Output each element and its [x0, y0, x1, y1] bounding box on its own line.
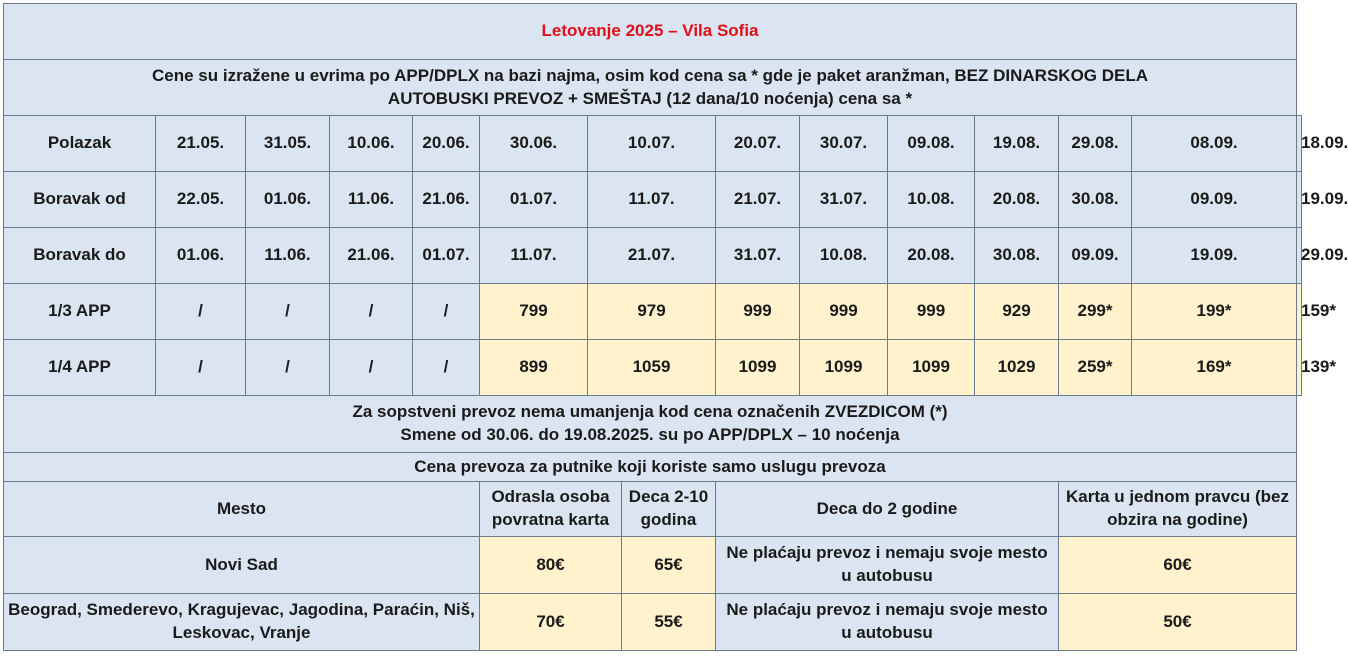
- cell: 10.07.: [588, 116, 716, 172]
- price-cell: 999: [888, 284, 975, 340]
- header-mesto: Mesto: [4, 482, 480, 537]
- price-cell: 899: [480, 340, 588, 396]
- cell: 11.06.: [330, 172, 413, 228]
- cell: 20.07.: [716, 116, 800, 172]
- price-list: [3, 3, 1348, 651]
- price-note: [4, 60, 1297, 116]
- cell: 01.07.: [413, 228, 480, 284]
- cell: 20.08.: [975, 172, 1059, 228]
- cell: 01.06.: [156, 228, 246, 284]
- cell: 21.06.: [413, 172, 480, 228]
- cell: /: [413, 340, 480, 396]
- cell: 10.06.: [330, 116, 413, 172]
- row-label: 1/3 APP: [4, 284, 156, 340]
- price-cell: 80€: [480, 537, 622, 594]
- cell: 19.08.: [975, 116, 1059, 172]
- price-cell: 259*: [1059, 340, 1132, 396]
- row-boravak-od: [4, 172, 1302, 228]
- cell: 11.07.: [480, 228, 588, 284]
- price-cell: 199*: [1132, 284, 1297, 340]
- price-cell: 1029: [975, 340, 1059, 396]
- header-odrasla: Odrasla osoba povratna karta: [480, 482, 622, 537]
- mesto-cell: Beograd, Smederevo, Kragujevac, Jagodina, Paraćin, Niš, Leskovac, Vranje: [4, 594, 480, 651]
- cell: 21.07.: [588, 228, 716, 284]
- header-deca-do-2: Deca do 2 godine: [716, 482, 1059, 537]
- cell: 09.09.: [1059, 228, 1132, 284]
- price-cell: 799: [480, 284, 588, 340]
- price-cell: 979: [588, 284, 716, 340]
- price-note-line-2: AUTOBUSKI PREVOZ + SMEŠTAJ (12 dana/10 noćenja) cena sa *: [387, 88, 913, 108]
- info-cell: Ne plaćaju prevoz i nemaju svoje mesto u autobusu: [716, 537, 1059, 594]
- cell: 19.09.: [1132, 228, 1297, 284]
- cell: 19.09.: [1297, 172, 1302, 228]
- cell: 29.08.: [1059, 116, 1132, 172]
- price-cell: 929: [975, 284, 1059, 340]
- cell: 20.08.: [888, 228, 975, 284]
- row-label: Boravak od: [4, 172, 156, 228]
- cell: 30.07.: [800, 116, 888, 172]
- price-cell: 999: [716, 284, 800, 340]
- cell: 10.08.: [800, 228, 888, 284]
- price-cell: 1099: [888, 340, 975, 396]
- price-cell: 1059: [588, 340, 716, 396]
- cell: /: [330, 284, 413, 340]
- price-cell: 1099: [716, 340, 800, 396]
- price-cell: 60€: [1059, 537, 1297, 594]
- price-cell: 70€: [480, 594, 622, 651]
- cell: 30.08.: [1059, 172, 1132, 228]
- cell: 21.06.: [330, 228, 413, 284]
- cell: 09.08.: [888, 116, 975, 172]
- price-cell: 50€: [1059, 594, 1297, 651]
- cell: 31.05.: [246, 116, 330, 172]
- transport-note: [4, 396, 1297, 453]
- cell: 30.06.: [480, 116, 588, 172]
- price-cell: 169*: [1132, 340, 1297, 396]
- cell: /: [330, 340, 413, 396]
- cell: /: [156, 284, 246, 340]
- cell: 31.07.: [800, 172, 888, 228]
- cell: 30.08.: [975, 228, 1059, 284]
- row-1-4-app: [4, 340, 1302, 396]
- row-label: 1/4 APP: [4, 340, 156, 396]
- cell: 09.09.: [1132, 172, 1297, 228]
- row-label: Polazak: [4, 116, 156, 172]
- cell: 21.07.: [716, 172, 800, 228]
- cell: 01.07.: [480, 172, 588, 228]
- transport-row: [4, 594, 1302, 651]
- row-1-3-app: [4, 284, 1302, 340]
- cell: 20.06.: [413, 116, 480, 172]
- cell: 18.09.: [1297, 116, 1302, 172]
- header-jedan-pravac: Karta u jednom pravcu (bez obzira na godine): [1059, 482, 1297, 537]
- cell: 29.09.: [1297, 228, 1302, 284]
- info-cell: Ne plaćaju prevoz i nemaju svoje mesto u autobusu: [716, 594, 1059, 651]
- transport-title: Cena prevoza za putnike koji koriste samo uslugu prevoza: [4, 453, 1297, 482]
- row-boravak-do: [4, 228, 1302, 284]
- cell: /: [156, 340, 246, 396]
- row-label: Boravak do: [4, 228, 156, 284]
- mesto-cell: Novi Sad: [4, 537, 480, 594]
- price-note-line-1: Cene su izražene u evrima po APP/DPLX na bazi najma, osim kod cena sa * gde je paket aranžman, BEZ DINARSKOG DELA: [151, 65, 1149, 85]
- page-title: Letovanje 2025 – Vila Sofia: [4, 4, 1297, 60]
- cell: 11.06.: [246, 228, 330, 284]
- price-cell: 1099: [800, 340, 888, 396]
- cell: 10.08.: [888, 172, 975, 228]
- cell: 11.07.: [588, 172, 716, 228]
- transport-note-line-1: Za sopstveni prevoz nema umanjenja kod cena označenih ZVEZDICOM (*): [352, 402, 948, 422]
- price-table: [3, 3, 1348, 651]
- cell: 31.07.: [716, 228, 800, 284]
- price-cell: 55€: [622, 594, 716, 651]
- row-polazak: [4, 116, 1302, 172]
- cell: 22.05.: [156, 172, 246, 228]
- cell: /: [413, 284, 480, 340]
- price-cell: 65€: [622, 537, 716, 594]
- price-cell: 139*: [1297, 340, 1302, 396]
- cell: 01.06.: [246, 172, 330, 228]
- price-cell: 999: [800, 284, 888, 340]
- price-cell: 299*: [1059, 284, 1132, 340]
- cell: /: [246, 284, 330, 340]
- cell: /: [246, 340, 330, 396]
- price-cell: 159*: [1297, 284, 1302, 340]
- cell: 21.05.: [156, 116, 246, 172]
- cell: 08.09.: [1132, 116, 1297, 172]
- transport-note-line-2: Smene od 30.06. do 19.08.2025. su po APP/DPLX – 10 noćenja: [400, 425, 900, 444]
- header-deca: Deca 2-10 godina: [622, 482, 716, 537]
- transport-header-row: [4, 482, 1302, 537]
- transport-row: [4, 537, 1302, 594]
